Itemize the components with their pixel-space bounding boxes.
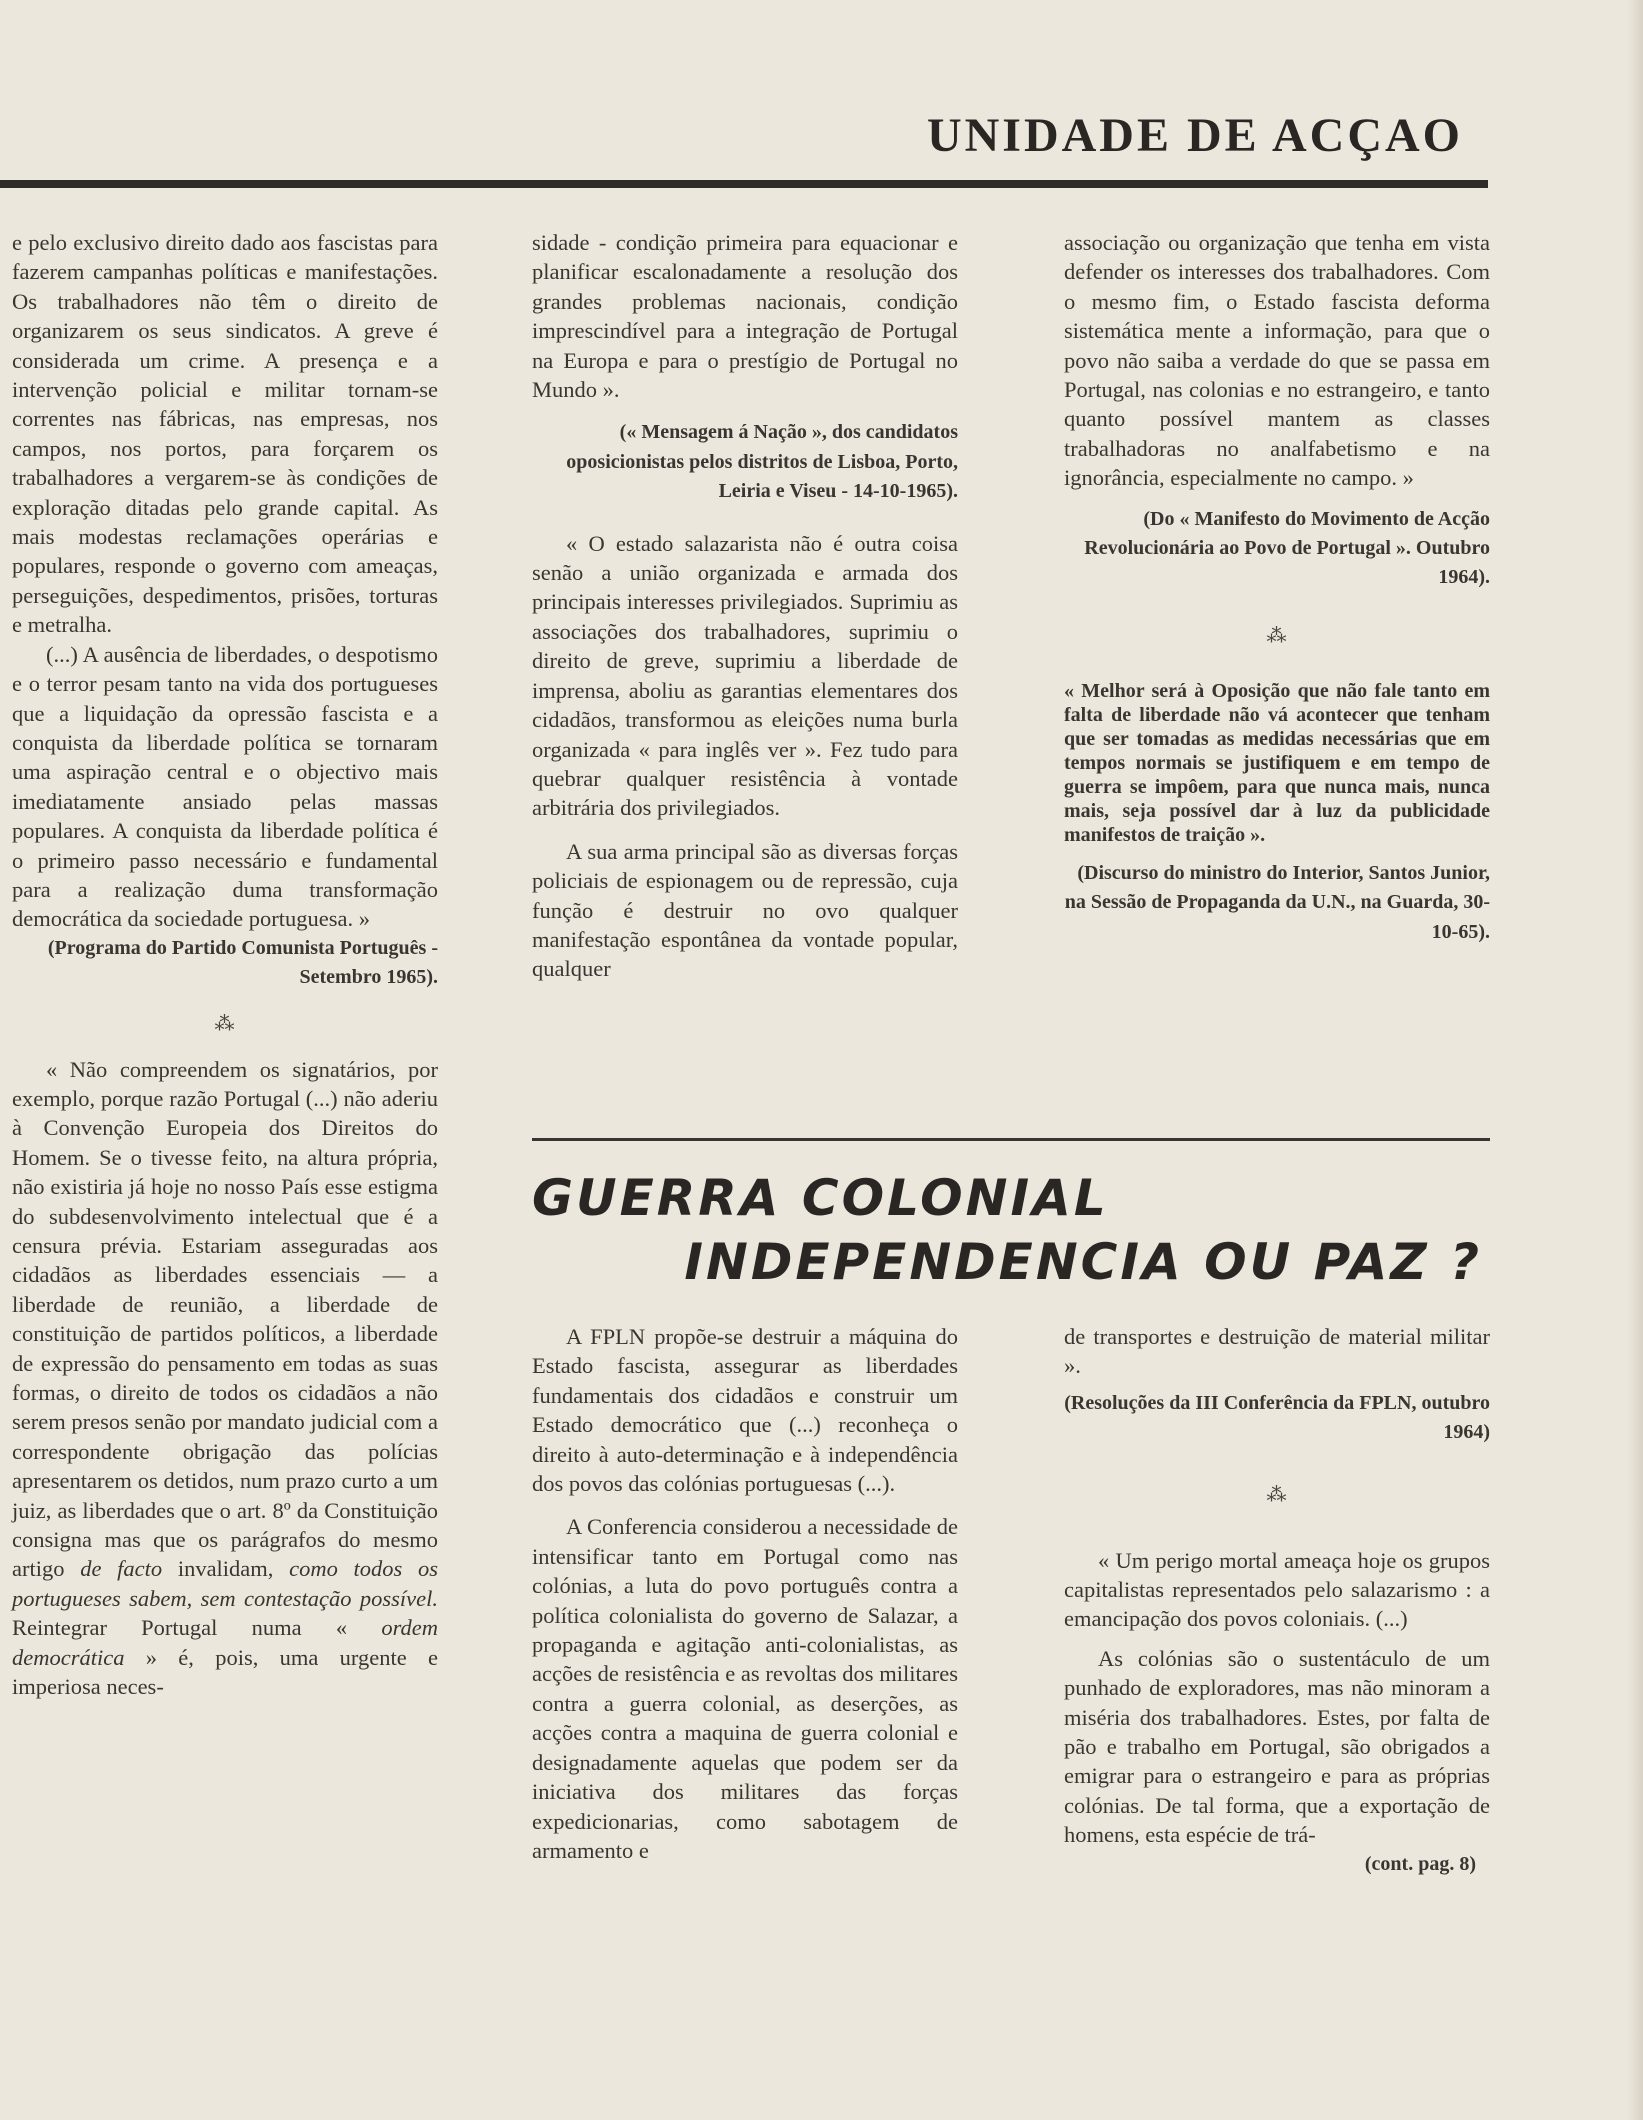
col5-paragraph-2: « Um perigo mortal ameaça hoje os grupos capitalistas representados pelo salazarismo : a emancipação dos povos coloniais. (...) [1064, 1547, 1490, 1632]
col3-citation-2: (Discurso do ministro do Interior, Santos Junior, na Sessão de Propaganda da U.N., na Guarda, 30-10-65). [1064, 861, 1490, 943]
spacer [532, 507, 958, 529]
col1-citation: (Programa do Partido Comunista Português - Setembro 1965). [47, 936, 438, 989]
col1-p3-em-2: como todos os portugueses sabem, sem contestação possível. [12, 1556, 439, 1611]
column-1 [12, 228, 438, 1702]
section-title-line-1: GUERRA COLONIAL [532, 1169, 1109, 1227]
col1-paragraph-2: (...) A ausência de liberdades, o despotismo e o terror pesam tanto na vida dos portugueses que a liquidação da opressão fascista e a conquista da liberdade política se tornaram uma aspiração central e o objectivo mais imediatamente ansiado pelas massas populares. A conquista da liberdade política é o primeiro passo necessário e fundamental para a realização duma transformação democrática da sociedade portuguesa. » [12, 641, 438, 932]
column-4 [532, 1322, 958, 1865]
col1-p3-em-1: de facto [80, 1556, 163, 1582]
asterism-2: ⁂ [1266, 624, 1288, 647]
col2-paragraph-2: « O estado salazarista não é outra coisa senão a união organizada e armada dos principais interesses privilegiados. Suprimiu as associações dos trabalhadores, suprimiu o direito de greve, suprimiu a liberdade de imprensa, aboliu as garantias elementares dos cidadãos, transformou as eleições numa burla organizada « para inglês ver ». Fez tudo para quebrar qualquer resistência à vontade arbitrária dos privilegiados. [532, 530, 958, 821]
col2-paragraph-1: sidade - condição primeira para equacionar e planificar escalonadamente a resolução dos grandes problemas nacionais, condição imprescindível para a integração de Portugal na Europa e para o prestígio de Portugal no Mundo ». [532, 230, 958, 403]
col1-p3-end-2: » é, pois, uma urgente e imperiosa neces- [12, 1644, 439, 1700]
section-title-line-2: INDEPENDENCIA OU PAZ ? [684, 1233, 1482, 1291]
col1-p3-end-1: Reintegrar Portugal numa « [12, 1615, 348, 1641]
section-title [532, 1166, 1490, 1294]
col1-p3-text: « Não compreendem os signatários, por exemplo, porque razão Portugal (...) não aderiu à Convenção Europeia dos Direitos do Homem. Se o tivesse feito, na altura própria, não existiria já hoje no nosso País esse estigma do subdesenvolvimento intelectual que é a censura prévia. Estariam asseguradas aos cidadãos as liberdades essenciais — a liberdade de reunião, a liberdade de constituição de partidos políticos, a liberdade de expressão do pensamento em todas as suas formas, o direito de todos os cidadãos a não serem presos senão por mandato judicial com a correspondente obrigação das polícias apresentarem os detidos, num prazo curto a um juiz, as liberdades que o art. 8º da Constituição consigna mas que os parágrafos do mesmo artigo [12, 1056, 438, 1582]
asterism-1: ⁂ [214, 1012, 236, 1035]
col1-paragraph-3 [12, 1055, 438, 1702]
page-header-title: UNIDADE DE ACÇAO [926, 109, 1463, 162]
section-divider [532, 1138, 1490, 1141]
col2-citation: (« Mensagem á Nação », dos candidatos oposicionistas pelos distritos de Lisboa, Porto, Leiria e Viseu - 14-10-1965). [566, 421, 958, 503]
col5-paragraph-1: de transportes e destruição de material militar ». [1064, 1324, 1490, 1379]
asterism-3: ⁂ [1266, 1483, 1288, 1506]
col3-bold-quote: « Melhor será à Oposição que não fale tanto em falta de liberdade não vá acontecer que tenham que ser tomadas as medidas necessárias que em tempos normais se justifiquem e em tempo de guerra se impôem, para que nunca mais, nunca mais, seja possível dar à luz da publicidade manifestos de traição ». [1064, 679, 1490, 846]
column-3 [1064, 228, 1490, 947]
header-rule [0, 180, 1488, 188]
column-2 [532, 228, 958, 984]
col2-paragraph-3: A sua arma principal são as diversas forças policiais de espionagem ou de repressão, cuja função é destruir no ovo qualquer manifestação espontânea da vontade popular, qualquer [532, 838, 958, 982]
col1-p3-em-3: ordem democrática [12, 1615, 438, 1670]
col3-citation-1: (Do « Manifesto do Movimento de Acção Revolucionária ao Povo de Portugal ». Outubro 1964). [1084, 507, 1490, 589]
col5-citation: (Resoluções da III Conferência da FPLN, outubro 1964) [1064, 1391, 1490, 1444]
col5-paragraph-3: As colónias são o sustentáculo de um punhado de exploradores, mas não minoram a miséria dos trabalhadores. Estes, por falta de pão e trabalho em Portugal, são obrigados a emigrar para o estrangeiro e para as próprias colónias. De tal forma, que a exportação de homens, esta espécie de trá- [1064, 1645, 1490, 1848]
col4-paragraph-1: A FPLN propõe-se destruir a máquina do Estado fascista, assegurar as liberdades fundamentais dos cidadãos e construir um Estado democrático que (...) reconheça o direito à auto-determinação e à independência dos povos das colónias portuguesas (...). [532, 1324, 958, 1497]
col3-paragraph-1: associação ou organização que tenha em vista defender os interesses dos trabalhadores. Com o mesmo fim, o Estado fascista deforma sistemática mente a informação, para que o povo não saiba a verdade do que se passa em Portugal, nas colonias e no estrangeiro, e tanto quanto possível mantem as classes trabalhadoras no analfabetismo e na ignorância, especialmente no campo. » [1064, 230, 1490, 491]
col4-paragraph-2: A Conferencia considerou a necessidade de intensificar tanto em Portugal como nas colónias, a luta do povo português contra a política colonialista do governo de Salazar, a propaganda e agitação anti-colonialistas, as acções de resistência e as revoltas dos militares contra a guerra colonial, as deserções, as acções contra a maquina de guerra colonial e designadamente aquelas que podem ser da iniciativa dos militares das forças expedicionarias, como sabotagem de armamento e [532, 1514, 958, 1863]
col1-paragraph-1: e pelo exclusivo direito dado aos fascistas para fazerem campanhas políticas e manifestações. Os trabalhadores não têm o direito de organizarem os seus sindicatos. A greve é considerada um crime. A presença e a intervenção policial e militar tornam-se correntes nas fábricas, nas empresas, nos campos, nos portos, para forçarem os trabalhadores a vergarem-se às condições de exploração ditadas pelo grande capital. As mais modestas reclamações operárias e populares, responde o governo com ameaças, perseguições, despedimentos, prisões, torturas e metralha. [12, 230, 438, 638]
col1-p3-mid: invalidam, [177, 1556, 274, 1582]
continuation-note: (cont. pag. 8) [1364, 1852, 1476, 1875]
column-5 [1064, 1322, 1490, 1879]
